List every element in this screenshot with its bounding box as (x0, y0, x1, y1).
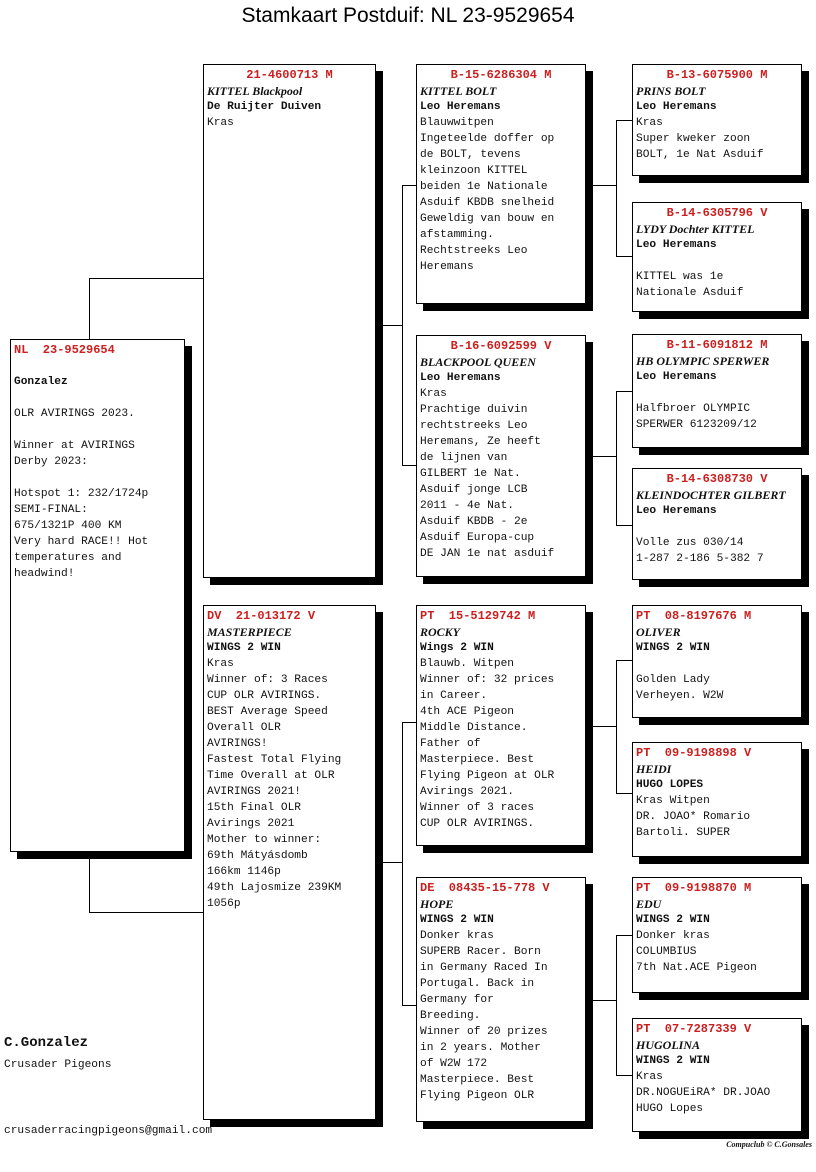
info-line: DE JAN 1e nat asduif (420, 548, 555, 560)
info-line: Volle zus 030/14 (636, 537, 744, 549)
info-line (14, 470, 181, 486)
info-line (14, 422, 181, 438)
pigeon-name: HOPE (420, 897, 454, 911)
info-line: 69th Mátyásdomb (207, 850, 308, 862)
info-line: Time Overall at OLR (207, 770, 335, 782)
info-line: headwind! (14, 568, 75, 580)
pigeon-name: PRINS BOLT (636, 84, 706, 98)
info-line: Heremans (420, 261, 474, 273)
breeder-email[interactable]: crusaderracingpigeons@gmail.com (4, 1125, 213, 1137)
ring-number: 21-4600713 M (246, 68, 333, 82)
info-line: Winner of 3 races (420, 802, 535, 814)
info-line: Asduif KBDB snelheid (420, 197, 555, 209)
info-line: Asduif jonge LCB (420, 484, 528, 496)
info-line: Kras (420, 388, 447, 400)
info-line: 1-287 2-186 5-382 7 (636, 553, 764, 565)
info-line: Kras (207, 117, 234, 129)
great-grandparent-card-fmf[interactable] (632, 334, 802, 448)
info-line: Donker kras (636, 930, 710, 942)
owner-name: Leo Heremans (420, 372, 501, 384)
pigeon-name: LYDY Dochter KITTEL (636, 222, 755, 236)
info-line: Verheyen. W2W (636, 690, 724, 702)
page-title: Stamkaart Postduif: NL 23-9529654 (241, 4, 575, 27)
info-line: 7th Nat.ACE Pigeon (636, 962, 757, 974)
ring-number: B-14-6305796 V (666, 206, 768, 220)
info-line: Kras (636, 1071, 663, 1083)
info-line: Flying Pigeon at OLR (420, 770, 555, 782)
info-line: BOLT, 1e Nat Asduif (636, 149, 764, 161)
info-line: Mother to winner: (207, 834, 322, 846)
subject-card[interactable] (10, 339, 185, 852)
breeder-name: C.Gonzalez (4, 1035, 89, 1051)
owner-name: Leo Heremans (636, 239, 717, 251)
pigeon-name: EDU (636, 897, 662, 911)
info-line: in 2 years. Mother (420, 1042, 541, 1054)
info-line: Blauwwitpen (420, 117, 494, 129)
info-line: Ingeteelde doffer op (420, 133, 555, 145)
info-line: Geweldig van bouw en (420, 213, 555, 225)
info-line: Very hard RACE!! Hot (14, 536, 149, 548)
info-line: 675/1321P 400 KM (14, 520, 122, 532)
connector (616, 120, 617, 256)
info-line (636, 385, 798, 401)
great-grandparent-card-mff[interactable] (632, 605, 802, 718)
info-line: CUP OLR AVIRINGS. (420, 818, 535, 830)
owner-name: HUGO LOPES (636, 779, 704, 791)
owner-name: Leo Heremans (636, 101, 717, 113)
info-line: BEST Average Speed (207, 706, 328, 718)
info-line: OLR AVIRINGS 2023. (14, 408, 135, 420)
info-line: 4th ACE Pigeon (420, 706, 514, 718)
info-line: Heremans, Ze heeft (420, 436, 541, 448)
info-line: in Germany Raced In (420, 962, 548, 974)
connector (616, 525, 632, 526)
pigeon-name: OLIVER (636, 625, 681, 639)
ring-number: DE 08435-15-778 V (420, 881, 550, 895)
connector (89, 852, 90, 912)
software-credit: Compuclub © C.Gonsales (726, 1140, 812, 1149)
info-line: de BOLT, tevens (420, 149, 521, 161)
pigeon-name: KLEINDOCHTER GILBERT (636, 488, 786, 502)
connector (616, 660, 632, 661)
pigeon-name: HUGOLINA (636, 1038, 701, 1052)
ring-number: PT 09-9198870 M (636, 881, 752, 895)
owner-name: Leo Heremans (636, 371, 717, 383)
connector (402, 465, 416, 466)
pigeon-name: ROCKY (420, 625, 461, 639)
info-line: Middle Distance. (420, 722, 528, 734)
father-card[interactable] (203, 64, 376, 578)
info-line: in Career. (420, 690, 488, 702)
info-line: CUP OLR AVIRINGS. (207, 690, 322, 702)
info-line: Masterpiece. Best (420, 754, 535, 766)
info-line: Avirings 2021. (420, 786, 514, 798)
connector (586, 456, 616, 457)
owner-name: Wings 2 WIN (420, 642, 494, 654)
connector (402, 1005, 416, 1006)
info-line: 166km 1146p (207, 866, 281, 878)
ring-number: PT 09-9198898 V (636, 746, 752, 760)
ring-number: NL 23-9529654 (14, 343, 115, 357)
info-line: Kras Witpen (636, 795, 710, 807)
great-grandparent-card-ffm[interactable] (632, 202, 802, 312)
pigeon-name: BLACKPOOL QUEEN (420, 355, 536, 369)
info-line: Nationale Asduif (636, 287, 744, 299)
info-line: Fastest Total Flying (207, 754, 342, 766)
paternal-grandmother-card[interactable] (416, 335, 586, 577)
info-line: COLUMBIUS (636, 946, 697, 958)
connector (616, 391, 617, 525)
info-line: rechtstreeks Leo (420, 420, 528, 432)
ring-number: PT 07-7287339 V (636, 1022, 752, 1036)
ring-number: PT 08-8197676 M (636, 609, 752, 623)
connector (89, 278, 203, 279)
info-line: Super kweker zoon (636, 133, 751, 145)
info-line: Hotspot 1: 232/1724p (14, 488, 149, 500)
owner-name: WINGS 2 WIN (636, 914, 710, 926)
info-line: Asduif Europa-cup (420, 532, 535, 544)
paternal-grandfather-card[interactable] (416, 64, 586, 304)
info-line: Asduif KBDB - 2e (420, 516, 528, 528)
pigeon-name: KITTEL BOLT (420, 84, 497, 98)
info-line: 1056p (207, 898, 241, 910)
connector (616, 935, 632, 936)
info-line: KITTEL was 1e (636, 271, 724, 283)
maternal-grandmother-card[interactable] (416, 877, 586, 1122)
ring-number: B-11-6091812 M (666, 338, 768, 352)
owner-name: Leo Heremans (636, 505, 717, 517)
info-line: de lijnen van (420, 452, 508, 464)
great-grandparent-card-mmm[interactable] (632, 1018, 802, 1132)
pigeon-name: KITTEL Blackpool (207, 84, 303, 98)
connector (616, 391, 632, 392)
connector (616, 256, 632, 257)
info-line (636, 253, 798, 269)
info-line: Rechtstreeks Leo (420, 245, 528, 257)
ring-number: DV 21-013172 V (207, 609, 316, 623)
great-grandparent-card-fmm[interactable] (632, 468, 802, 580)
info-line: AVIRINGS 2021! (207, 786, 301, 798)
info-line: SUPERB Racer. Born (420, 946, 541, 958)
connector (586, 726, 616, 727)
ring-number: B-15-6286304 M (450, 68, 552, 82)
info-line: Winner of: 32 prices (420, 674, 555, 686)
great-grandparent-card-mfm[interactable] (632, 742, 802, 857)
info-line: of W2W 172 (420, 1058, 488, 1070)
owner-name: WINGS 2 WIN (420, 914, 494, 926)
connector (616, 793, 632, 794)
owner-name: Leo Heremans (420, 101, 501, 113)
connector (402, 722, 403, 1005)
ring-number: PT 15-5129742 M (420, 609, 536, 623)
info-line: Blauwb. Witpen (420, 658, 514, 670)
breeder-loft: Crusader Pigeons (4, 1059, 112, 1071)
pigeon-name: HEIDI (636, 762, 672, 776)
info-line (14, 358, 181, 374)
ring-number: B-16-6092599 V (450, 339, 552, 353)
connector (616, 935, 617, 1075)
info-line: 2011 - 4e Nat. (420, 500, 514, 512)
info-line: Avirings 2021 (207, 818, 295, 830)
connector (402, 722, 416, 723)
info-line: beiden 1e Nationale (420, 181, 548, 193)
info-line: Prachtige duivin (420, 404, 528, 416)
info-line: Portugal. Back in (420, 978, 535, 990)
info-line: 49th Lajosmize 239KM (207, 882, 342, 894)
info-line: kleinzoon KITTEL (420, 165, 528, 177)
info-line: Winner of: 3 Races (207, 674, 328, 686)
pigeon-name: HB OLYMPIC SPERWER (636, 354, 770, 368)
info-line: 15th Final OLR (207, 802, 301, 814)
connector (89, 278, 90, 339)
info-line: Flying Pigeon OLR (420, 1090, 535, 1102)
info-line: Bartoli. SUPER (636, 827, 730, 839)
info-line: Kras (636, 117, 663, 129)
connector (89, 912, 203, 913)
info-line: temperatures and (14, 552, 122, 564)
connector (376, 862, 402, 863)
info-line: Breeding. (420, 1010, 481, 1022)
info-line: SPERWER 6123209/12 (636, 419, 757, 431)
info-line: HUGO Lopes (636, 1103, 704, 1115)
connector (376, 325, 402, 326)
connector (586, 185, 616, 186)
great-grandparent-card-mmf[interactable] (632, 877, 802, 993)
info-line: Germany for (420, 994, 494, 1006)
info-line (636, 519, 798, 535)
connector (616, 1075, 632, 1076)
info-line: Winner of 20 prizes (420, 1026, 548, 1038)
info-line: Father of (420, 738, 481, 750)
owner-name: De Ruijter Duiven (207, 101, 322, 113)
connector (402, 185, 403, 465)
info-line: SEMI-FINAL: (14, 504, 88, 516)
connector (616, 660, 617, 793)
info-line: DR.NOGUEiRA* DR.JOAO (636, 1087, 771, 1099)
info-line: AVIRINGS! (207, 738, 268, 750)
ring-number: B-13-6075900 M (666, 68, 768, 82)
owner-name: WINGS 2 WIN (636, 1055, 710, 1067)
info-line: Kras (207, 658, 234, 670)
info-line: Halfbroer OLYMPIC (636, 403, 751, 415)
ring-number: B-14-6308730 V (666, 472, 768, 486)
info-line: Golden Lady (636, 674, 710, 686)
info-line: Donker kras (420, 930, 494, 942)
info-line: Overall OLR (207, 722, 281, 734)
connector (616, 120, 632, 121)
owner-name: WINGS 2 WIN (207, 642, 281, 654)
info-line: Derby 2023: (14, 456, 88, 468)
info-line (14, 390, 181, 406)
info-line: GILBERT 1e Nat. (420, 468, 521, 480)
info-line: DR. JOAO* Romario (636, 811, 751, 823)
owner-name: Gonzalez (14, 376, 68, 388)
info-line (636, 656, 798, 672)
info-line: Winner at AVIRINGS (14, 440, 135, 452)
mother-card[interactable] (203, 605, 376, 1120)
info-line: Masterpiece. Best (420, 1074, 535, 1086)
info-line: afstamming. (420, 229, 494, 241)
connector (586, 1000, 616, 1001)
maternal-grandfather-card[interactable] (416, 605, 586, 846)
great-grandparent-card-fff[interactable] (632, 64, 802, 176)
owner-name: WINGS 2 WIN (636, 642, 710, 654)
pigeon-name: MASTERPIECE (207, 625, 292, 639)
connector (402, 185, 416, 186)
